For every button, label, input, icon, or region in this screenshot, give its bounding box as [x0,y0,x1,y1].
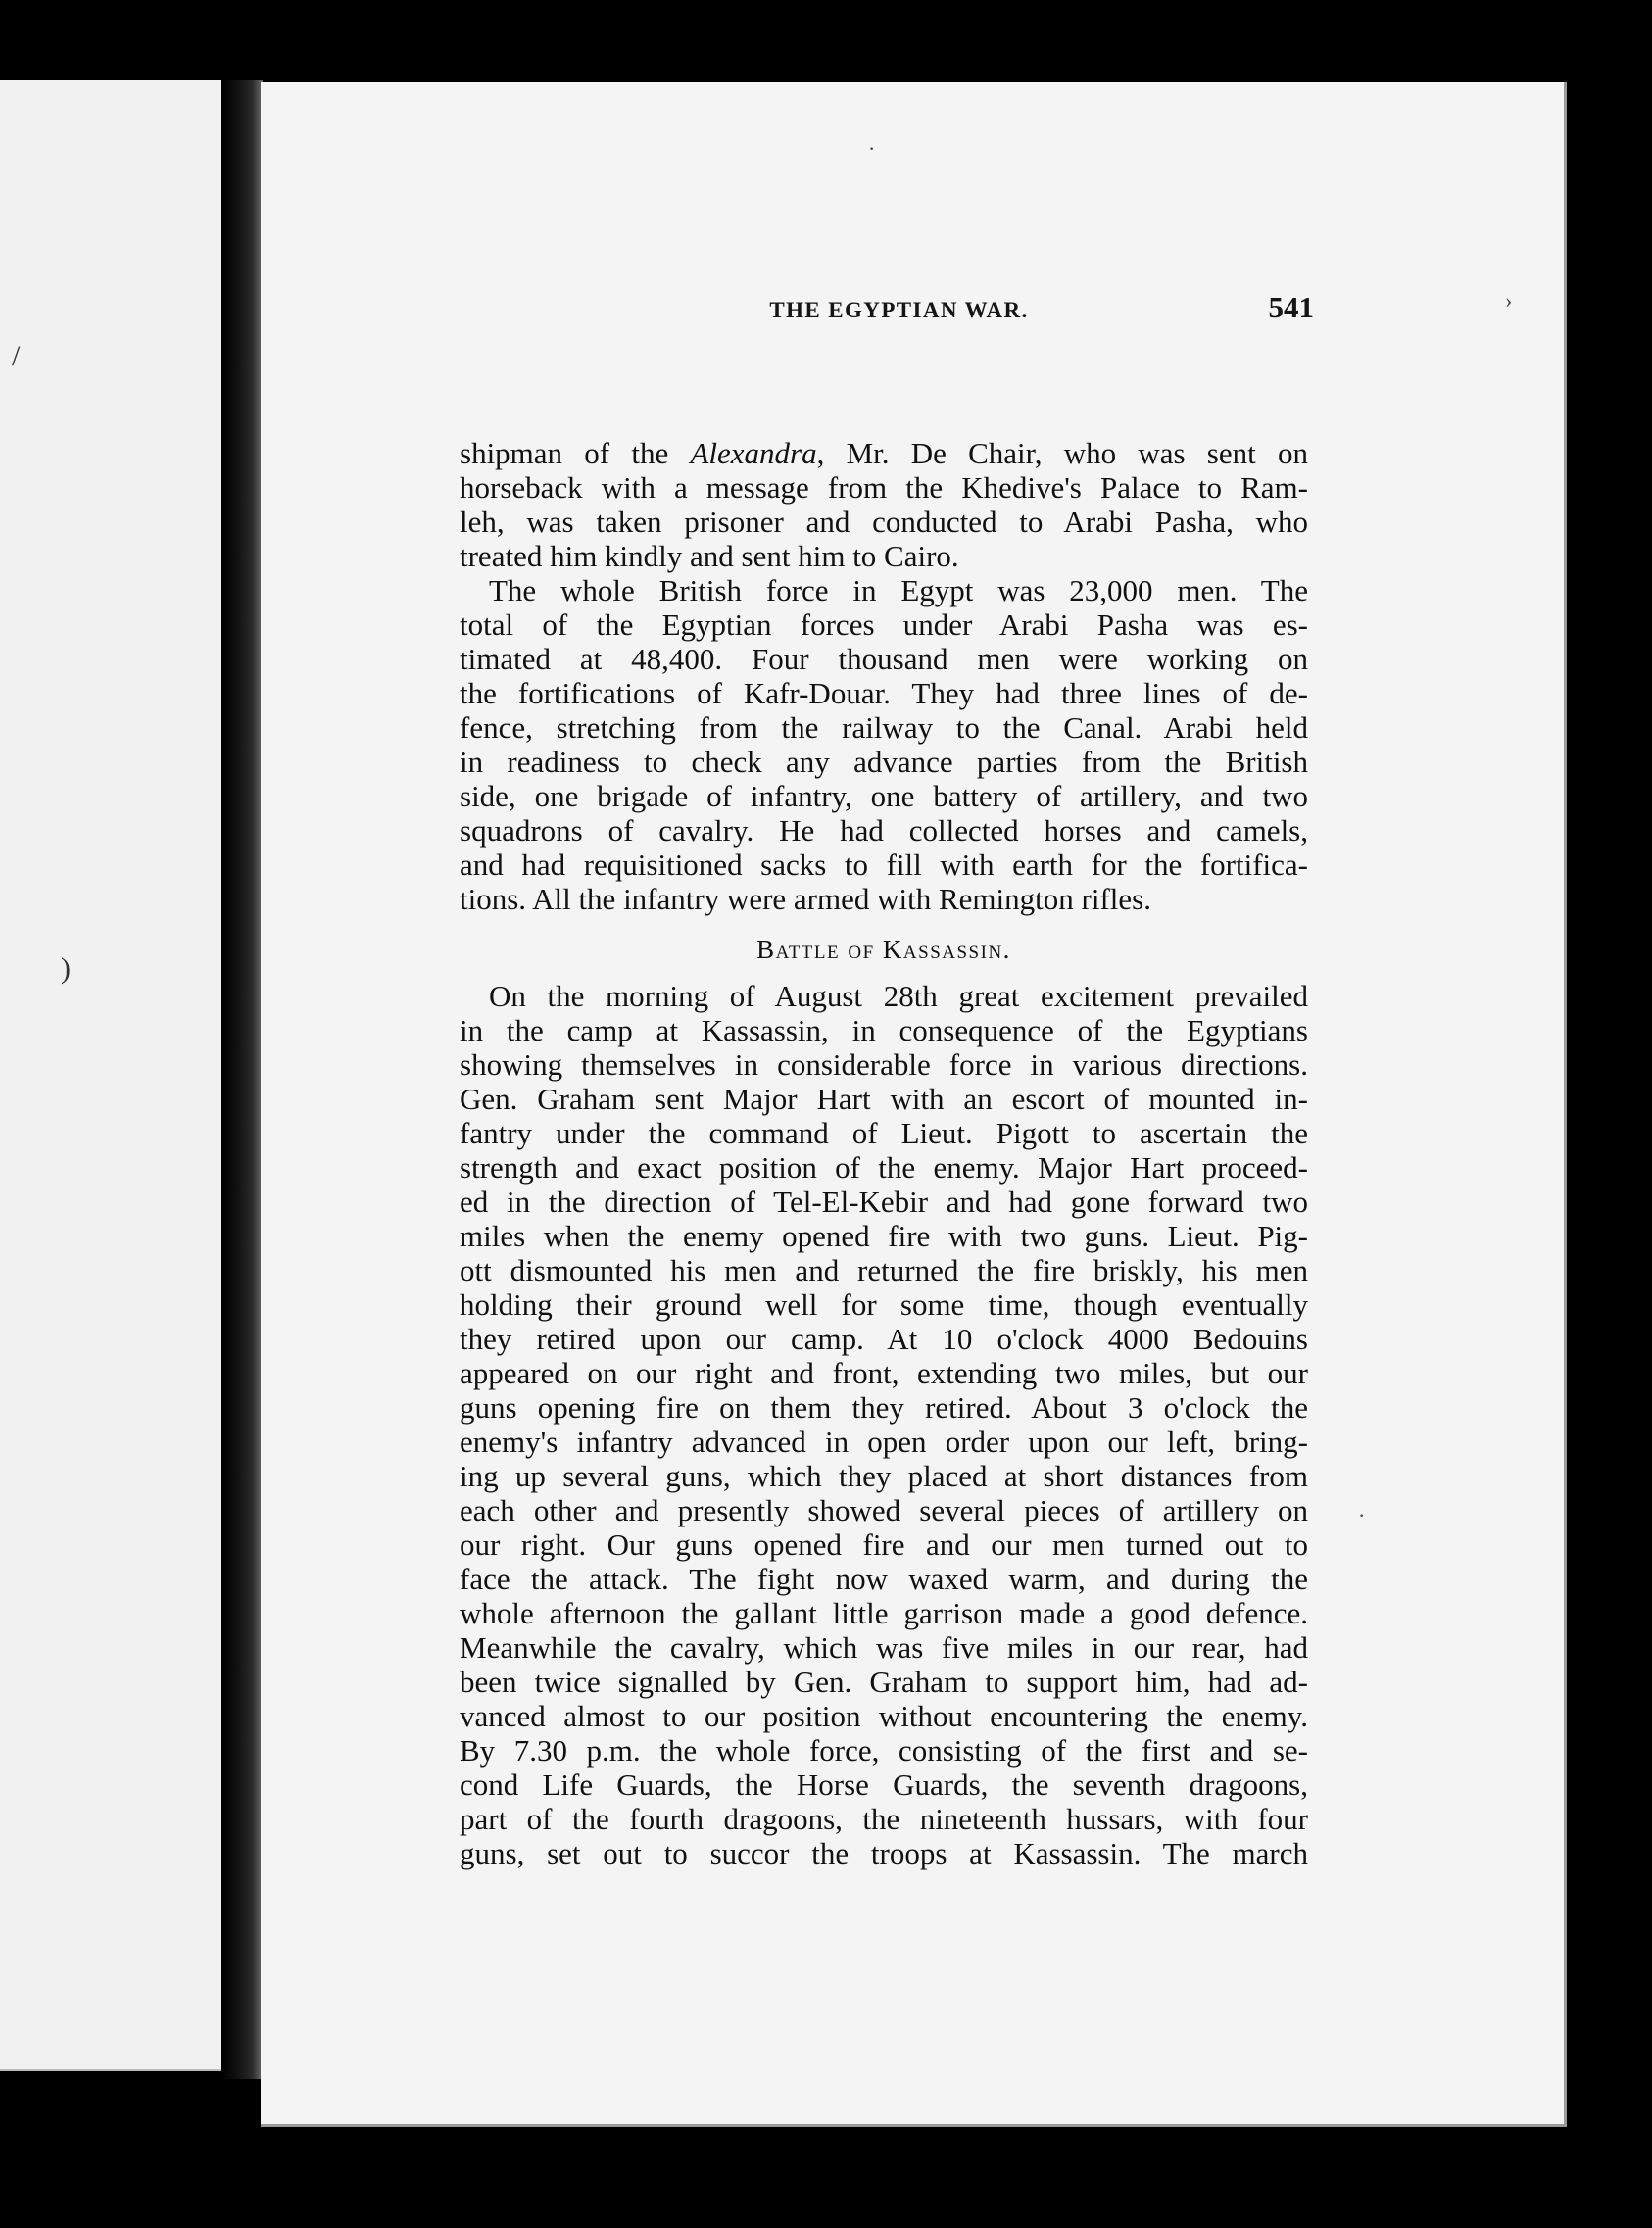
text-line: ing up several guns, which they placed at short distances from [460,1459,1308,1493]
text-line: our right. Our guns opened fire and our men turned out to [460,1527,1308,1562]
text-line: Gen. Graham sent Major Hart with an escort of mounted in- [460,1082,1308,1116]
text-line: and had requisitioned sacks to fill with earth for the fortifica- [460,848,1308,882]
text-line: part of the fourth dragoons, the nineteenth hussars, with four [460,1802,1308,1836]
text-line: treated him kindly and sent him to Cairo. [460,539,959,573]
text-line: Meanwhile the cavalry, which was five miles in our rear, had [460,1630,1308,1665]
text-line: guns, set out to succor the troops at Kassassin. The march [460,1836,1308,1870]
text-line: in readiness to check any advance parties from the British [460,745,1308,779]
text-line: vanced almost to our position without encountering the enemy. [460,1699,1308,1733]
text-line: miles when the enemy opened fire with two guns. Lieut. Pig- [460,1219,1308,1253]
running-head [484,290,1314,329]
text-line: side, one brigade of infantry, one battery of artillery, and two [460,779,1308,813]
text-line: ed in the direction of Tel-El-Kebir and had gone forward two [460,1185,1308,1219]
text-line: showing themselves in considerable force in various directions. [460,1047,1308,1082]
text-line: timated at 48,400. Four thousand men were working on [460,642,1308,676]
text-line: total of the Egyptian forces under Arabi Pasha was es- [460,607,1308,642]
facing-page-left [0,80,227,2071]
section-heading: Battle of Kassassin. [756,935,1011,964]
body-text [460,436,1308,1870]
text-line: they retired upon our camp. At 10 o'clock 4000 Bedouins [460,1322,1308,1356]
scan-speck: · [1358,1503,1366,1527]
facing-page-mark: / [12,340,21,372]
book-gutter [221,80,263,2079]
ship-name: Alexandra [690,436,817,470]
text-line: the fortifications of Kafr-Douar. They had three lines of de- [460,676,1308,710]
text-line: whole afternoon the gallant little garrison made a good defence. [460,1596,1308,1630]
text-line: The whole British force in Egypt was 23,000 men. The [489,573,1308,607]
text-line: horseback with a message from the Khedive's Palace to Ram- [460,470,1308,505]
scan-speck: · [868,136,876,161]
text-line: been twice signalled by Gen. Graham to support him, had ad- [460,1665,1308,1699]
text-line: shipman of the Alexandra, Mr. De Chair, who was sent on [460,436,1308,470]
paragraph [460,979,1308,1870]
paragraph [460,436,1308,573]
text-line: each other and presently showed several pieces of artillery on [460,1493,1308,1527]
text-line: On the morning of August 28th great excitement prevailed [489,979,1308,1013]
facing-page-mark: ) [61,952,71,985]
page-number: 541 [1268,290,1314,324]
running-head-title: THE EGYPTIAN WAR. [769,298,1029,322]
text-line: cond Life Guards, the Horse Guards, the seventh dragoons, [460,1768,1308,1802]
text-line: enemy's infantry advanced in open order upon our left, bring- [460,1425,1308,1459]
text-line: tions. All the infantry were armed with Remington rifles. [460,882,1151,916]
text-line: fence, stretching from the railway to the Canal. Arabi held [460,710,1308,745]
text-line: leh, was taken prisoner and conducted to Arabi Pasha, who [460,505,1308,539]
text-line: fantry under the command of Lieut. Pigott to ascertain the [460,1116,1308,1150]
text-line: appeared on our right and front, extending two miles, but our [460,1356,1308,1390]
text-line: guns opening fire on them they retired. About 3 o'clock the [460,1390,1308,1425]
text-line: in the camp at Kassassin, in consequence of the Egyptians [460,1013,1308,1047]
scan-speck: › [1505,288,1513,313]
text-line: ott dismounted his men and returned the fire briskly, his men [460,1253,1308,1287]
text-line: By 7.30 p.m. the whole force, consisting of the first and se- [460,1733,1308,1768]
text-line: face the attack. The fight now waxed warm, and during the [460,1562,1308,1596]
paragraph [460,573,1308,916]
text-line: squadrons of cavalry. He had collected horses and camels, [460,813,1308,848]
text-line: strength and exact position of the enemy. Major Hart proceed- [460,1150,1308,1185]
text-line: holding their ground well for some time, though eventually [460,1287,1308,1322]
